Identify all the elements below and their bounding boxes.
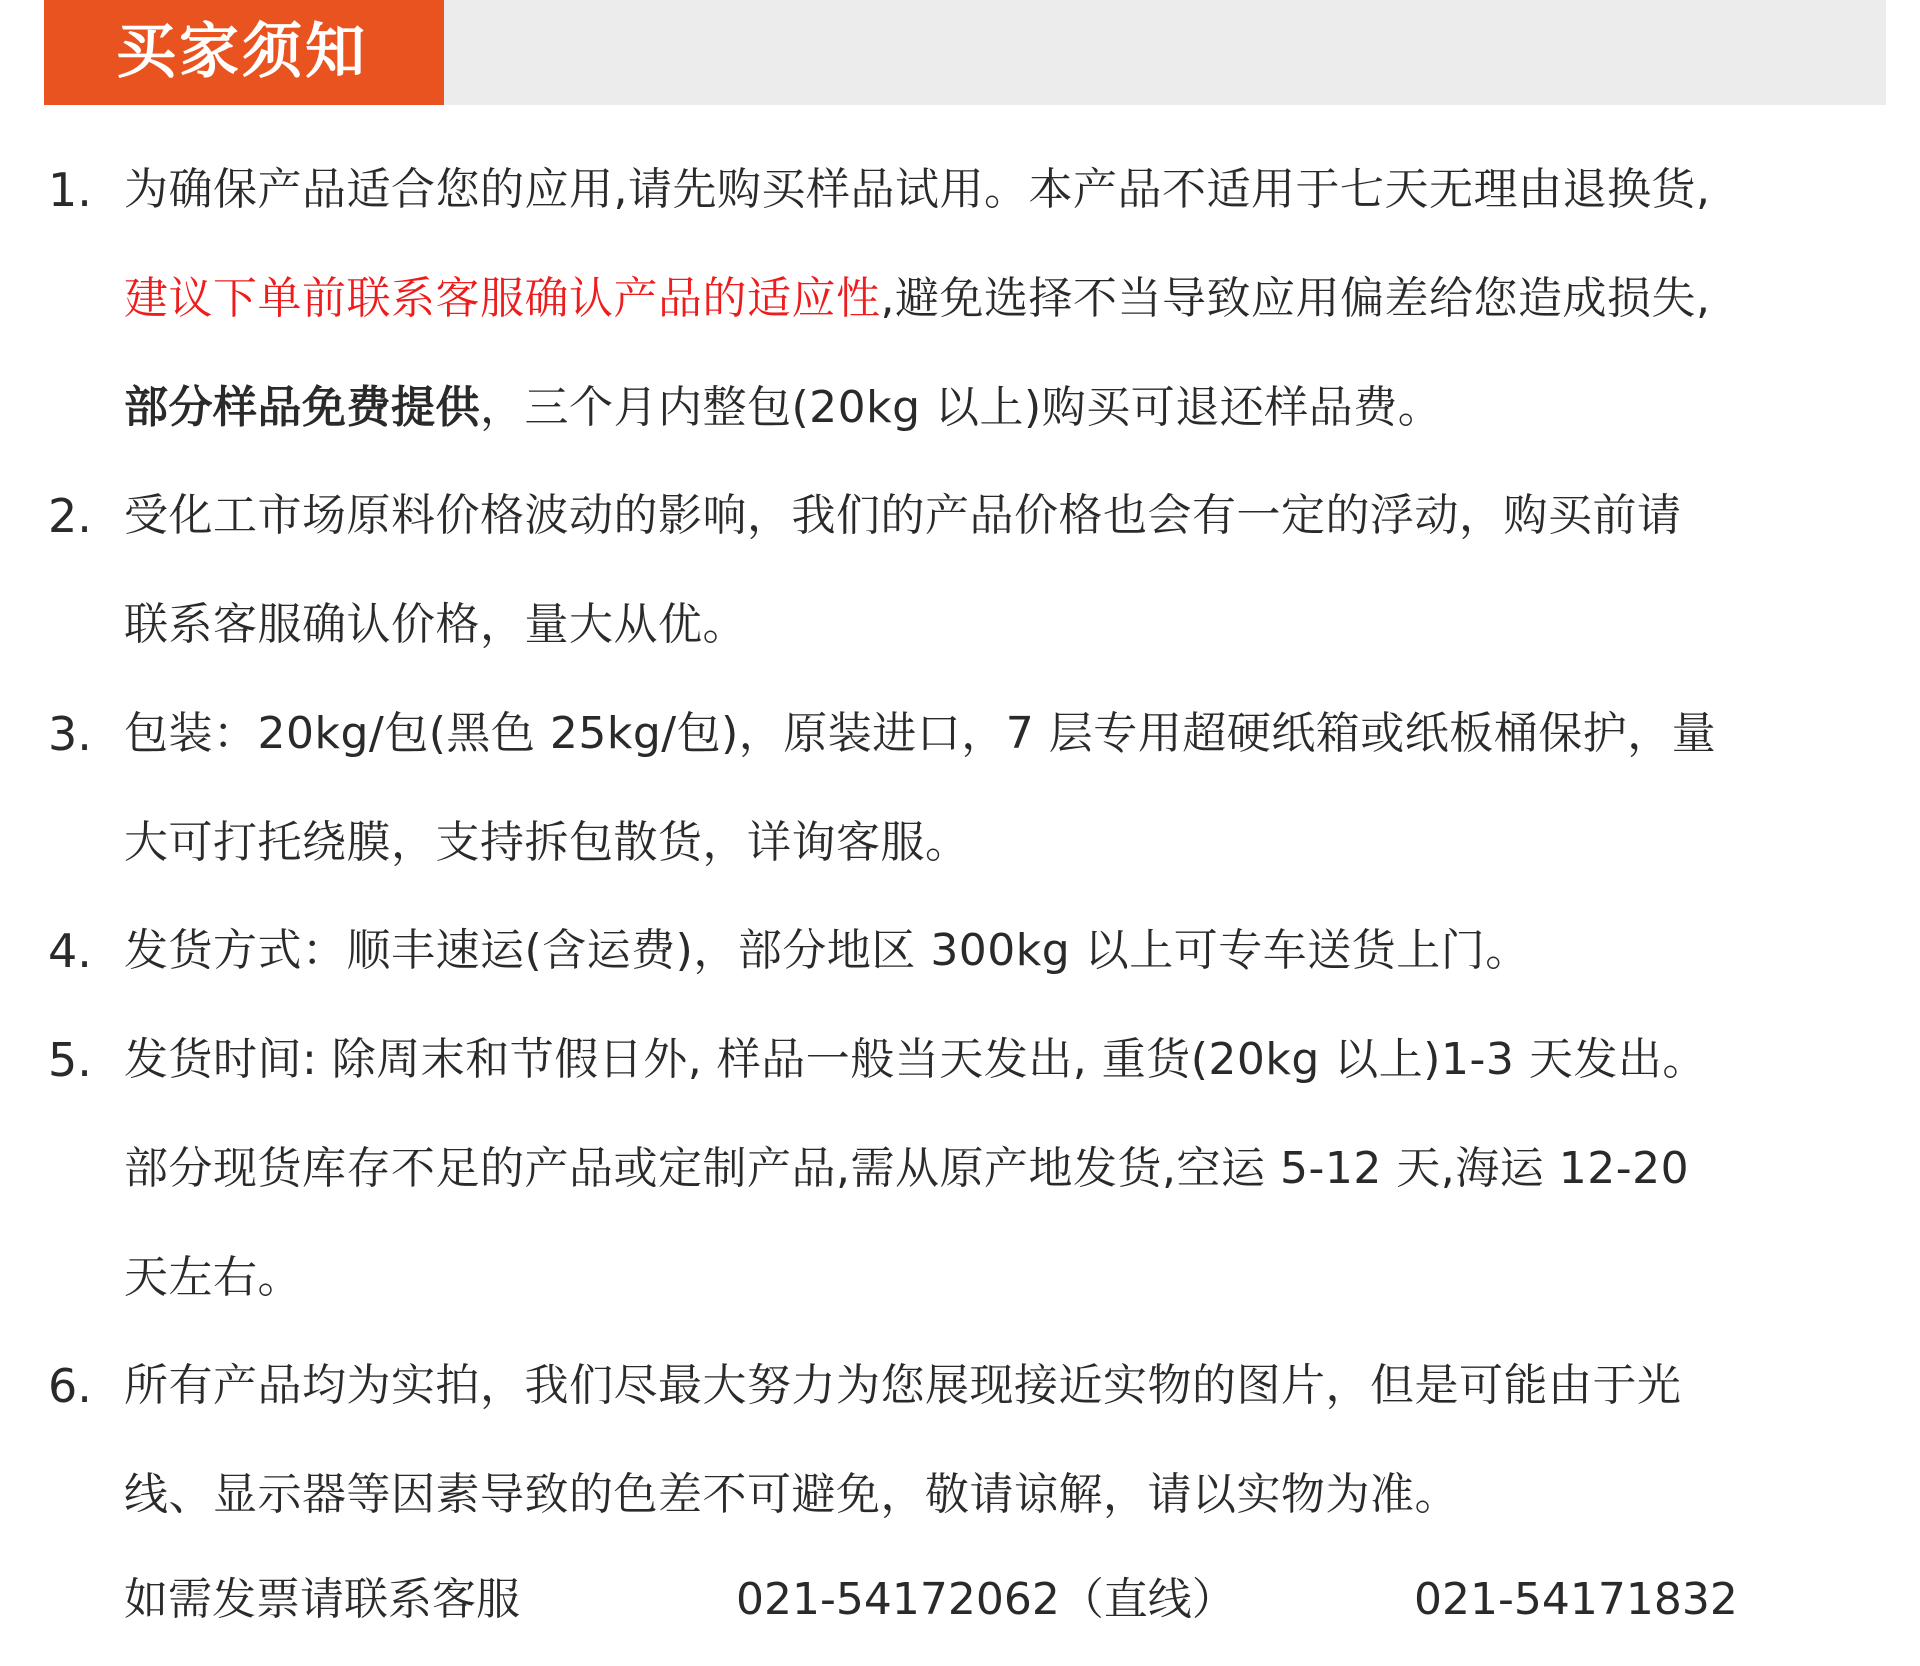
invoice-contact-label: 如需发票请联系客服 [124,1574,520,1625]
item-line: 发货方式：顺丰速运(含运费)，部分地区 300kg 以上可专车送货上门。 [124,925,1530,976]
item-number: 1. [48,163,92,217]
item-number: 4. [48,924,92,978]
item-line: 部分现货库存不足的产品或定制产品,需从原产地发货,空运 5-12 天,海运 12-20 [124,1143,1690,1194]
highlight-text: 建议下单前联系客服确认产品的适应性 [124,273,881,324]
item-line: 发货时间: 除周末和节假日外, 样品一般当天发出, 重货(20kg 以上)1-3 天发出。 [124,1034,1707,1085]
item-text: ，三个月内整包(20kg 以上)购买可退还样品费。 [480,382,1443,433]
phone-direct: 021-54172062（直线） [736,1574,1236,1625]
item-line: 受化工市场原料价格波动的影响，我们的产品价格也会有一定的浮动，购买前请 [124,490,1682,541]
item-line [124,368,1442,448]
item-line: 线、显示器等因素导致的色差不可避免，敬请谅解，请以实物为准。 [124,1469,1459,1520]
item-line: 联系客服确认价格，量大从优。 [124,599,747,650]
item-number: 2. [48,489,92,543]
page-title: 买家须知 [44,0,444,105]
item-line: 大可打托绕膜，支持拆包散货，详询客服。 [124,817,970,868]
item-number: 3. [48,707,92,761]
item-line [124,259,1710,339]
item-text: ,避免选择不当导致应用偏差给您造成损失, [880,273,1711,324]
item-line: 包装：20kg/包(黑色 25kg/包)，原装进口，7 层专用超硬纸箱或纸板桶保护，量 [124,708,1717,759]
item-line: 天左右。 [124,1252,302,1303]
phone-alt: 021-54171832 [1414,1574,1738,1625]
item-number: 6. [48,1359,92,1413]
bold-text: 部分样品免费提供 [124,382,480,433]
item-number: 5. [48,1033,92,1087]
item-line: 为确保产品适合您的应用,请先购买样品试用。本产品不适用于七天无理由退换货, [124,164,1711,215]
item-line: 所有产品均为实拍，我们尽最大努力为您展现接近实物的图片，但是可能由于光 [124,1360,1682,1411]
